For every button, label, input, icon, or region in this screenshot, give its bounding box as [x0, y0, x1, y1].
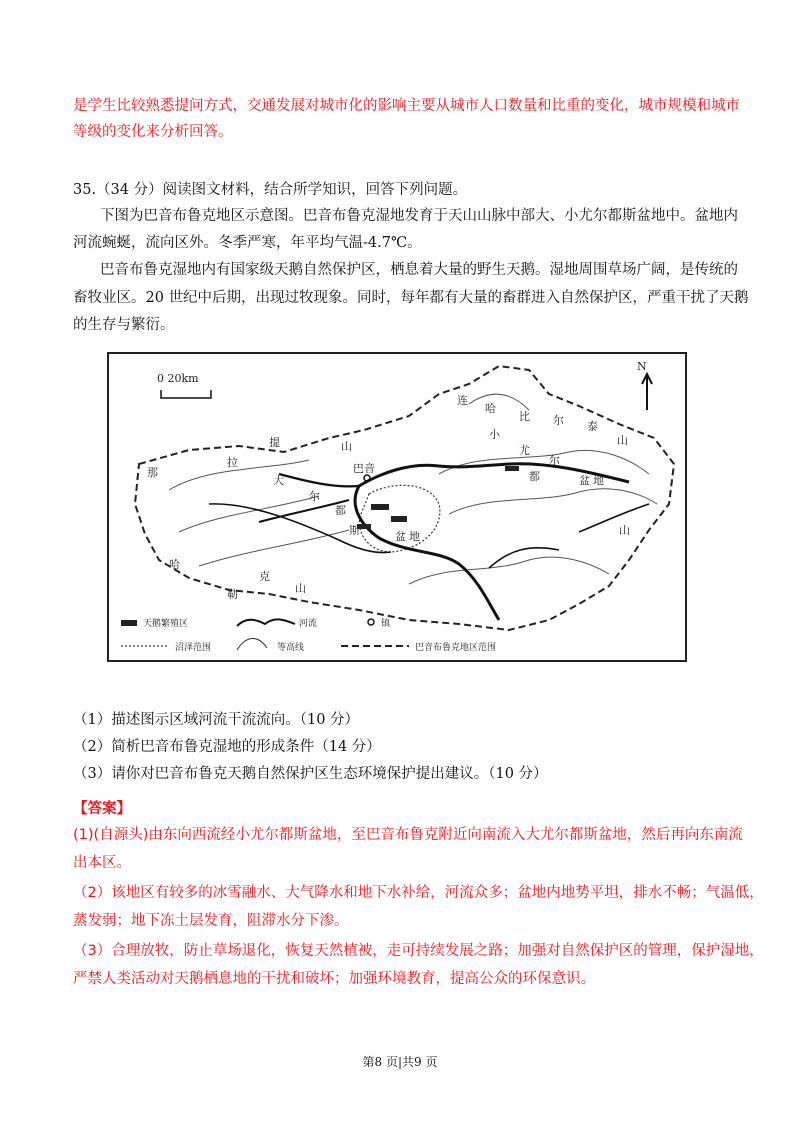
contour-lines — [169, 394, 657, 584]
tributary-1 — [279, 474, 359, 486]
swan-area-1 — [371, 504, 389, 510]
map-label: 勒 — [227, 588, 238, 601]
legend-boundary-label: 巴音布鲁克地区范围 — [415, 643, 497, 653]
map-label: 尔 — [549, 454, 560, 467]
map-label: 泰 — [587, 420, 598, 433]
map-label: 大 — [273, 474, 284, 487]
answer-3-line1: （3）合理放牧，防止草场退化，恢复天然植被，走可持续发展之路；加强对自然保护区的管理，保护湿地， — [73, 943, 764, 959]
swan-area-4 — [505, 466, 519, 471]
map-label: 连 — [457, 394, 468, 407]
legend-town-label: 镇 — [381, 619, 391, 629]
legend-town-icon — [368, 619, 374, 625]
map-label: 哈 — [485, 402, 496, 415]
map-label: 山 — [619, 524, 630, 537]
intro-answer-line1: 是学生比较熟悉提问方式，交通发展对城市化的影响主要从城市人口数量和比重的变化，城市规模和城市 — [73, 98, 740, 114]
scale-bar — [161, 390, 211, 398]
map-svg — [109, 354, 685, 660]
map-label: 山 — [617, 434, 628, 447]
question-para1-line2: 河流蜿蜒，流向区外。冬季严寒，年平均气温-4.7℃。 — [73, 235, 422, 251]
map-label: 小 — [489, 428, 500, 441]
map-label: 斯 — [349, 524, 360, 537]
map-label: 巴音 — [353, 462, 375, 475]
page-footer: 第8 页|共9 页 — [362, 1055, 438, 1069]
map-label: 克 — [259, 570, 270, 583]
legend-swamp-label: 沼泽范围 — [175, 643, 212, 653]
tributary-5 — [579, 504, 649, 532]
map-label: 地 — [409, 530, 420, 543]
legend-river-label: 河流 — [299, 619, 318, 629]
legend-contour-label: 等高线 — [277, 643, 305, 653]
answer-1-line2: 出本区。 — [73, 855, 131, 871]
answer-tag: 【答案】 — [73, 801, 131, 817]
legend-river-icon — [237, 619, 295, 626]
tributary-4 — [489, 548, 559, 568]
map-label: 比 — [519, 410, 530, 423]
map-label: 那 — [147, 466, 158, 479]
answer-1-line1: (1)(自源头)由东向西流经小尤尔都斯盆地，至巴音布鲁克附近向南流入大尤尔都斯盆地，然后再向东南流 — [73, 827, 743, 843]
legend-swan-icon — [121, 620, 137, 626]
map-label: 尔 — [309, 490, 320, 503]
map-label: 都 — [529, 470, 540, 483]
map-label: 都 — [335, 504, 346, 517]
swan-area-2 — [391, 516, 407, 522]
intro-answer-line2: 等级的变化来分析回答。 — [73, 124, 233, 140]
north-arrow-icon — [642, 374, 652, 410]
answer-3-line2: 严禁人类活动对天鹅栖息地的干扰和破坏；加强环境教育，提高公众的环保意识。 — [73, 971, 595, 987]
map-label: 哈 — [169, 558, 180, 571]
legend-swan-label: 天鹅繁殖区 — [143, 619, 189, 629]
north-label: N — [637, 360, 647, 373]
answer-2-line1: （2）该地区有较多的冰雪融水、大气降水和地下水补给，河流众多；盆地内地势平坦，排水不畅；气温低， — [73, 885, 764, 901]
question-para1-line1: 下图为巴音布鲁克地区示意图。巴音布鲁克湿地发育于天山山脉中部大、小尤尔都斯盆地中。盆地内 — [100, 208, 738, 224]
map-label: 尤 — [519, 444, 530, 457]
question-2: （2）简析巴音布鲁克湿地的形成条件（14 分） — [73, 739, 381, 755]
map-label: 提 — [269, 436, 280, 449]
legend-contour-icon — [237, 639, 267, 651]
scale-label: 0 20km — [157, 372, 199, 385]
map-label: 盆 — [395, 530, 406, 543]
map-label: 山 — [341, 440, 352, 453]
answer-2-line2: 蒸发弱；地下冻土层发育，阻滞水分下渗。 — [73, 913, 349, 929]
question-3: （3）请你对巴音布鲁克天鹅自然保护区生态环境保护提出建议。（10 分） — [73, 766, 548, 782]
map-label: 盆 — [579, 474, 590, 487]
map-figure — [107, 352, 687, 662]
question-para2-line3: 的生存与繁衍。 — [73, 317, 175, 333]
map-label: 山 — [295, 582, 306, 595]
question-1: （1）描述图示区域河流干流流向。（10 分） — [73, 712, 360, 728]
question-para2-line2: 畜牧业区。20 世纪中后期，出现过牧现象。同时，每年都有大量的畜群进入自然保护区，严重干扰了天鹅 — [73, 290, 749, 306]
map-label: 地 — [593, 474, 604, 487]
region-boundary — [135, 366, 674, 630]
question-para2-line1: 巴音布鲁克湿地内有国家级天鹅自然保护区，栖息着大量的野生天鹅。湿地周围草场广阔，是传统的 — [100, 262, 738, 278]
map-label: 尔 — [553, 414, 564, 427]
map-label: 拉 — [227, 456, 238, 469]
question-header: 35.（34 分）阅读图文材料，结合所学知识，回答下列问题。 — [73, 182, 468, 198]
